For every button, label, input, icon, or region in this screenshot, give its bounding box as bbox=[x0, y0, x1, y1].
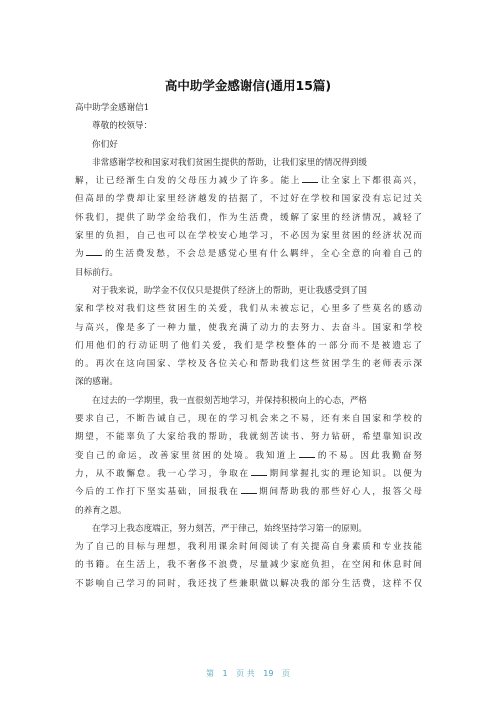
paragraph-line: 在过去的一学期里，我一直很刻苦地学习，并保持积极向上的心态，严格 bbox=[92, 395, 368, 406]
document-body bbox=[75, 99, 422, 593]
text-segment: 的不易。因此我勤奋努 bbox=[315, 450, 422, 461]
paragraph-line: 们用他们的行动证明了他们关爱，我们是学校整体的一部分而不是被遗忘了 bbox=[75, 340, 422, 351]
paragraph-line: 但高昂的学费却让家里经济越发的拮据了，不过好在学校和国家没有忘记过关 bbox=[75, 194, 422, 205]
text-segment: 为 bbox=[75, 249, 86, 260]
paragraph-line: 深的感谢。 bbox=[75, 377, 118, 388]
paragraph-line: 对于我来说，助学金不仅仅只是提供了经济上的帮助，更让我感受到了国 bbox=[92, 285, 368, 296]
paragraph-line: 与高兴，像是多了一种力量，使我充满了动力的去努力、去奋斗。国家和学校 bbox=[75, 322, 422, 333]
page-suffix: 页 bbox=[282, 669, 290, 678]
paragraph-line: 家和学校对我们这些贫困生的关爱，我们从未被忘记，心里多了些莫名的感动 bbox=[75, 304, 422, 315]
paragraph-line bbox=[75, 483, 422, 501]
paragraph-line: 怀我们，提供了助学金给我们，作为生活费，缓解了家里的经济情况，减轻了 bbox=[75, 212, 422, 223]
page-number: 1 bbox=[222, 669, 228, 678]
document-title: 高中助学金感谢信(通用15篇) bbox=[164, 78, 332, 93]
text-segment: 的生活费发愁，不会总是感觉心里有什么羁绊，全心全意的向着自己的 bbox=[103, 249, 422, 260]
paragraph-line: 要求自己，不断告诫自己，现在的学习机会来之不易，还有来自国家和学校的 bbox=[75, 414, 422, 425]
paragraph-line: 为了自己的目标与理想，我利用课余时间阅读了有关提高自身素质和专业技能 bbox=[75, 542, 422, 553]
paragraph-3 bbox=[75, 392, 422, 520]
text-segment: 期间帮助我的那些好心人，报答父母 bbox=[257, 487, 422, 498]
page-total: 19 bbox=[263, 669, 274, 678]
paragraph-line: 在学习上我态度端正，努力刻苦，严于律己，始终坚持学习第一的原则。 bbox=[92, 523, 368, 534]
text-segment: 力，从不敢懈怠。我一心学习，争取在 bbox=[75, 468, 250, 479]
paragraph-line bbox=[75, 465, 422, 483]
greeting: 你们好 bbox=[92, 139, 118, 150]
blank-line bbox=[86, 246, 102, 256]
text-segment: 今后的工作打下坚实基础，回报我在 bbox=[75, 487, 240, 498]
paragraph-line: 目标前行。 bbox=[75, 267, 118, 278]
blank-line bbox=[241, 484, 257, 494]
page-footer bbox=[0, 668, 496, 679]
page-prefix: 第 bbox=[205, 669, 214, 678]
paragraph-line: 的养育之恩。 bbox=[75, 505, 127, 516]
page-mid: 页 共 bbox=[236, 669, 255, 678]
text-segment: 期间掌握扎实的理论知识。以便为 bbox=[267, 468, 422, 479]
paragraph-line: 的书籍。在生活上，我不奢侈不浪费，尽量减少家庭负担，在空闲和休息时间 bbox=[75, 560, 422, 571]
paragraph-1 bbox=[75, 154, 422, 282]
blank-line bbox=[302, 173, 318, 183]
paragraph-line: 期望，不能辜负了大家给我的帮助，我就刻苦读书、努力钻研，希望靠知识改 bbox=[75, 432, 422, 443]
paragraph-line: 非常感谢学校和国家对我们贫困生提供的帮助，让我们家里的情况得到缓 bbox=[92, 157, 368, 168]
text-segment: 解，让已经渐生白发的父母压力减少了许多。能上 bbox=[75, 176, 302, 187]
text-segment: 变自己的命运，改善家里贫困的处境。我知道上 bbox=[75, 450, 298, 461]
paragraph-4 bbox=[75, 520, 422, 593]
paragraph-line: 的。再次在这向国家、学校及各位关心和帮助我们这些贫困学生的老师表示深 bbox=[75, 359, 422, 370]
text-segment: 让全家上下都很高兴， bbox=[319, 176, 422, 187]
paragraph-line: 家里的负担，自己也可以在学校安心地学习，不必因为家里贫困的经济状况而 bbox=[75, 231, 422, 242]
paragraph-2 bbox=[75, 282, 422, 392]
paragraph-line: 不影响自己学习的同时，我还找了些兼职做以解决我的部分生活费，这样不仅 bbox=[75, 578, 422, 589]
salutation: 尊敬的校领导： bbox=[92, 121, 153, 132]
letter-heading: 高中助学金感谢信1 bbox=[75, 103, 150, 113]
blank-line bbox=[251, 466, 267, 476]
blank-line bbox=[299, 448, 315, 458]
paragraph-line bbox=[75, 447, 422, 465]
paragraph-line bbox=[75, 172, 422, 190]
paragraph-line bbox=[75, 245, 422, 263]
